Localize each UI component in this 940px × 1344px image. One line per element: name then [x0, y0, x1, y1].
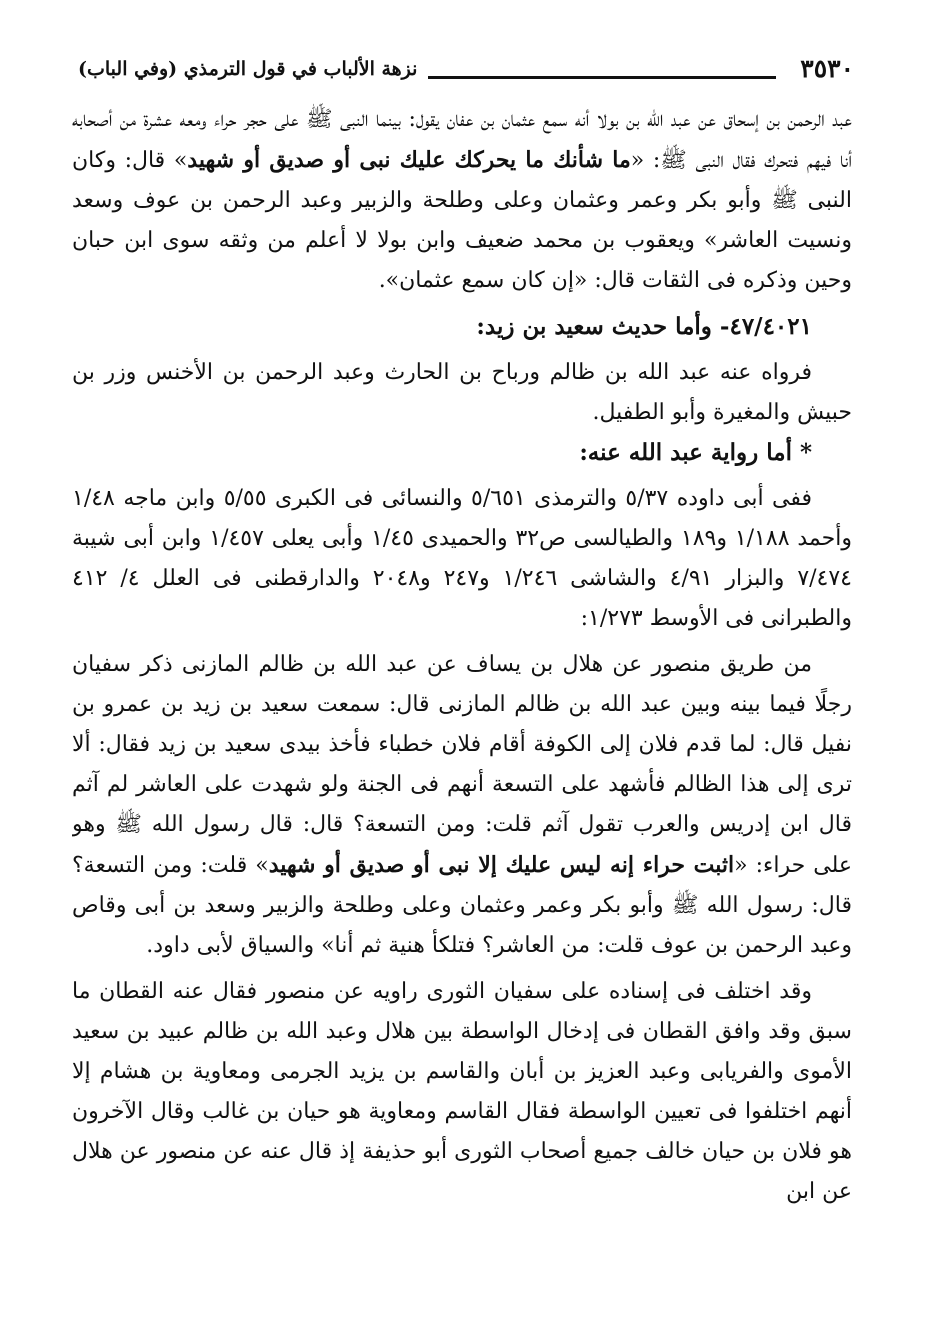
running-title: نزهة الألباب في قول الترمذي (وفي الباب): [78, 58, 418, 80]
paragraph-2: فرواه عنه عبد الله بن ظالم ورباح بن الحارث وعبد الرحمن بن الأخنس وزر بن حبيش والمغيرة وأبو الطفيل.: [72, 360, 852, 425]
paragraph-5: وقد اختلف فى إسناده على سفيان الثورى راويه عن منصور فقال عنه القطان ما سبق وقد وافق القطان فى إدخال الواسطة بين هلال وعبد الله بن ظالم عبيد بن سعيد الأموى والفريابى وعبد العزيز بن أبان والقاسم بن يزيد الجرمى ومعاوية بن هشام إلا أنهم اختلفوا فى تعيين الواسطة فقال القاسم ومعاوية هو حيان بن غالب وقال الآخرون هو فلان بن حيان خالف جميع أصحاب الثورى أبو حذيفة إذ قال عنه عن منصور عن هلال عن ابن: [72, 979, 852, 1204]
hadith-quote-2: اثبت حراء إنه ليس عليك إلا نبى أو صديق أو شهيد: [268, 852, 735, 878]
paragraph-4: [72, 645, 852, 966]
paragraph-4-text: من طريق منصور عن هلال بن يساف عن عبد الله بن ظالم المازنى ذكر سفيان رجلًا فيما بينه وبين عبد الله بن ظالم المازنى قال: سمعت سعيد بن زيد بن عمرو بن نفيل قال: لما قدم فلان إلى الكوفة أقام فلان خطباء فأخذ بيدى سعيد بن زيد فقال: ألا ترى إلى هذا الظالم فأشهد على التسعة أنهم فى الجنة ولو شهدت على العاشر لم آثم قال ابن إدريس والعرب تقول آثم قلت: ومن التسعة؟ قال: قال رسول الله ﷺ وهو على حراء: «: [72, 652, 852, 878]
paragraph-4-tail: » قلت: ومن التسعة؟ قال: رسول الله ﷺ وأبو بكر وعمر وعثمان وعلى وطلحة والزبير وسعد بن أبى وقاص وعبد الرحمن بن عوف قلت: من العاشر؟ فتلكأ هنية ثم أنا» والسياق لأبى داود.: [72, 853, 852, 958]
paragraph-3: ففى أبى داوده ٥/٣٧ والترمذى ٥/٦٥١ والنسائى فى الكبرى ٥/٥٥ وابن ماجه ١/٤٨ وأحمد ١/١٨٨ و١٨٩ والطيالسى ص٣٢ والحميدى ١/٤٥ وأبى يعلى ١/٤٥٧ وابن أبى شيبة ٧/٤٧٤ والبزار ٤/٩١ والشاشى ١/٢٤٦ و٢٤٧ و٢٠٤٨ والدارقطنى فى العلل ٤/ ٤١٢ والطبرانى فى الأوسط ١/٢٧٣:: [72, 486, 852, 631]
page-header: [78, 54, 854, 94]
page-body: [72, 100, 852, 1325]
header-rule: [428, 76, 776, 79]
paragraph-1: [72, 100, 852, 301]
paragraph-1-tail: » قال: وكان النبى ﷺ وأبو بكر وعمر وعثمان وعلى وطلحة والزبير وعبد الرحمن بن عوف وسعد ونسيت العاشر» ويعقوب بن محمد ضعيف وابن بولا لا أعلم من وثقه سوى ابن حبان وحين وذكره فى الثقات قال: «إن كان سمع عثمان».: [72, 148, 852, 293]
hadith-quote-1: ما شأنك ما يحركك عليك نبى أو صديق أو شهيد: [187, 147, 631, 173]
paragraph-1-text: عبد الرحمن بن إسحاق عن عبد الله بن بولا أنه سمع عثمان بن عفان يقول: بينما النبى ﷺ على حجر حراء ومعه عشرة من أصحابه أنا فيهم فتحرك فقال النبى ﷺ: «: [72, 107, 852, 173]
section-heading-hadith: ٤٧/٤٠٢١- وأما حديث سعيد بن زيد:: [476, 313, 812, 340]
section-heading-riwaya: * أما رواية عبد الله عنه:: [579, 439, 812, 466]
page-number: ٣٥٣٠: [800, 54, 854, 83]
